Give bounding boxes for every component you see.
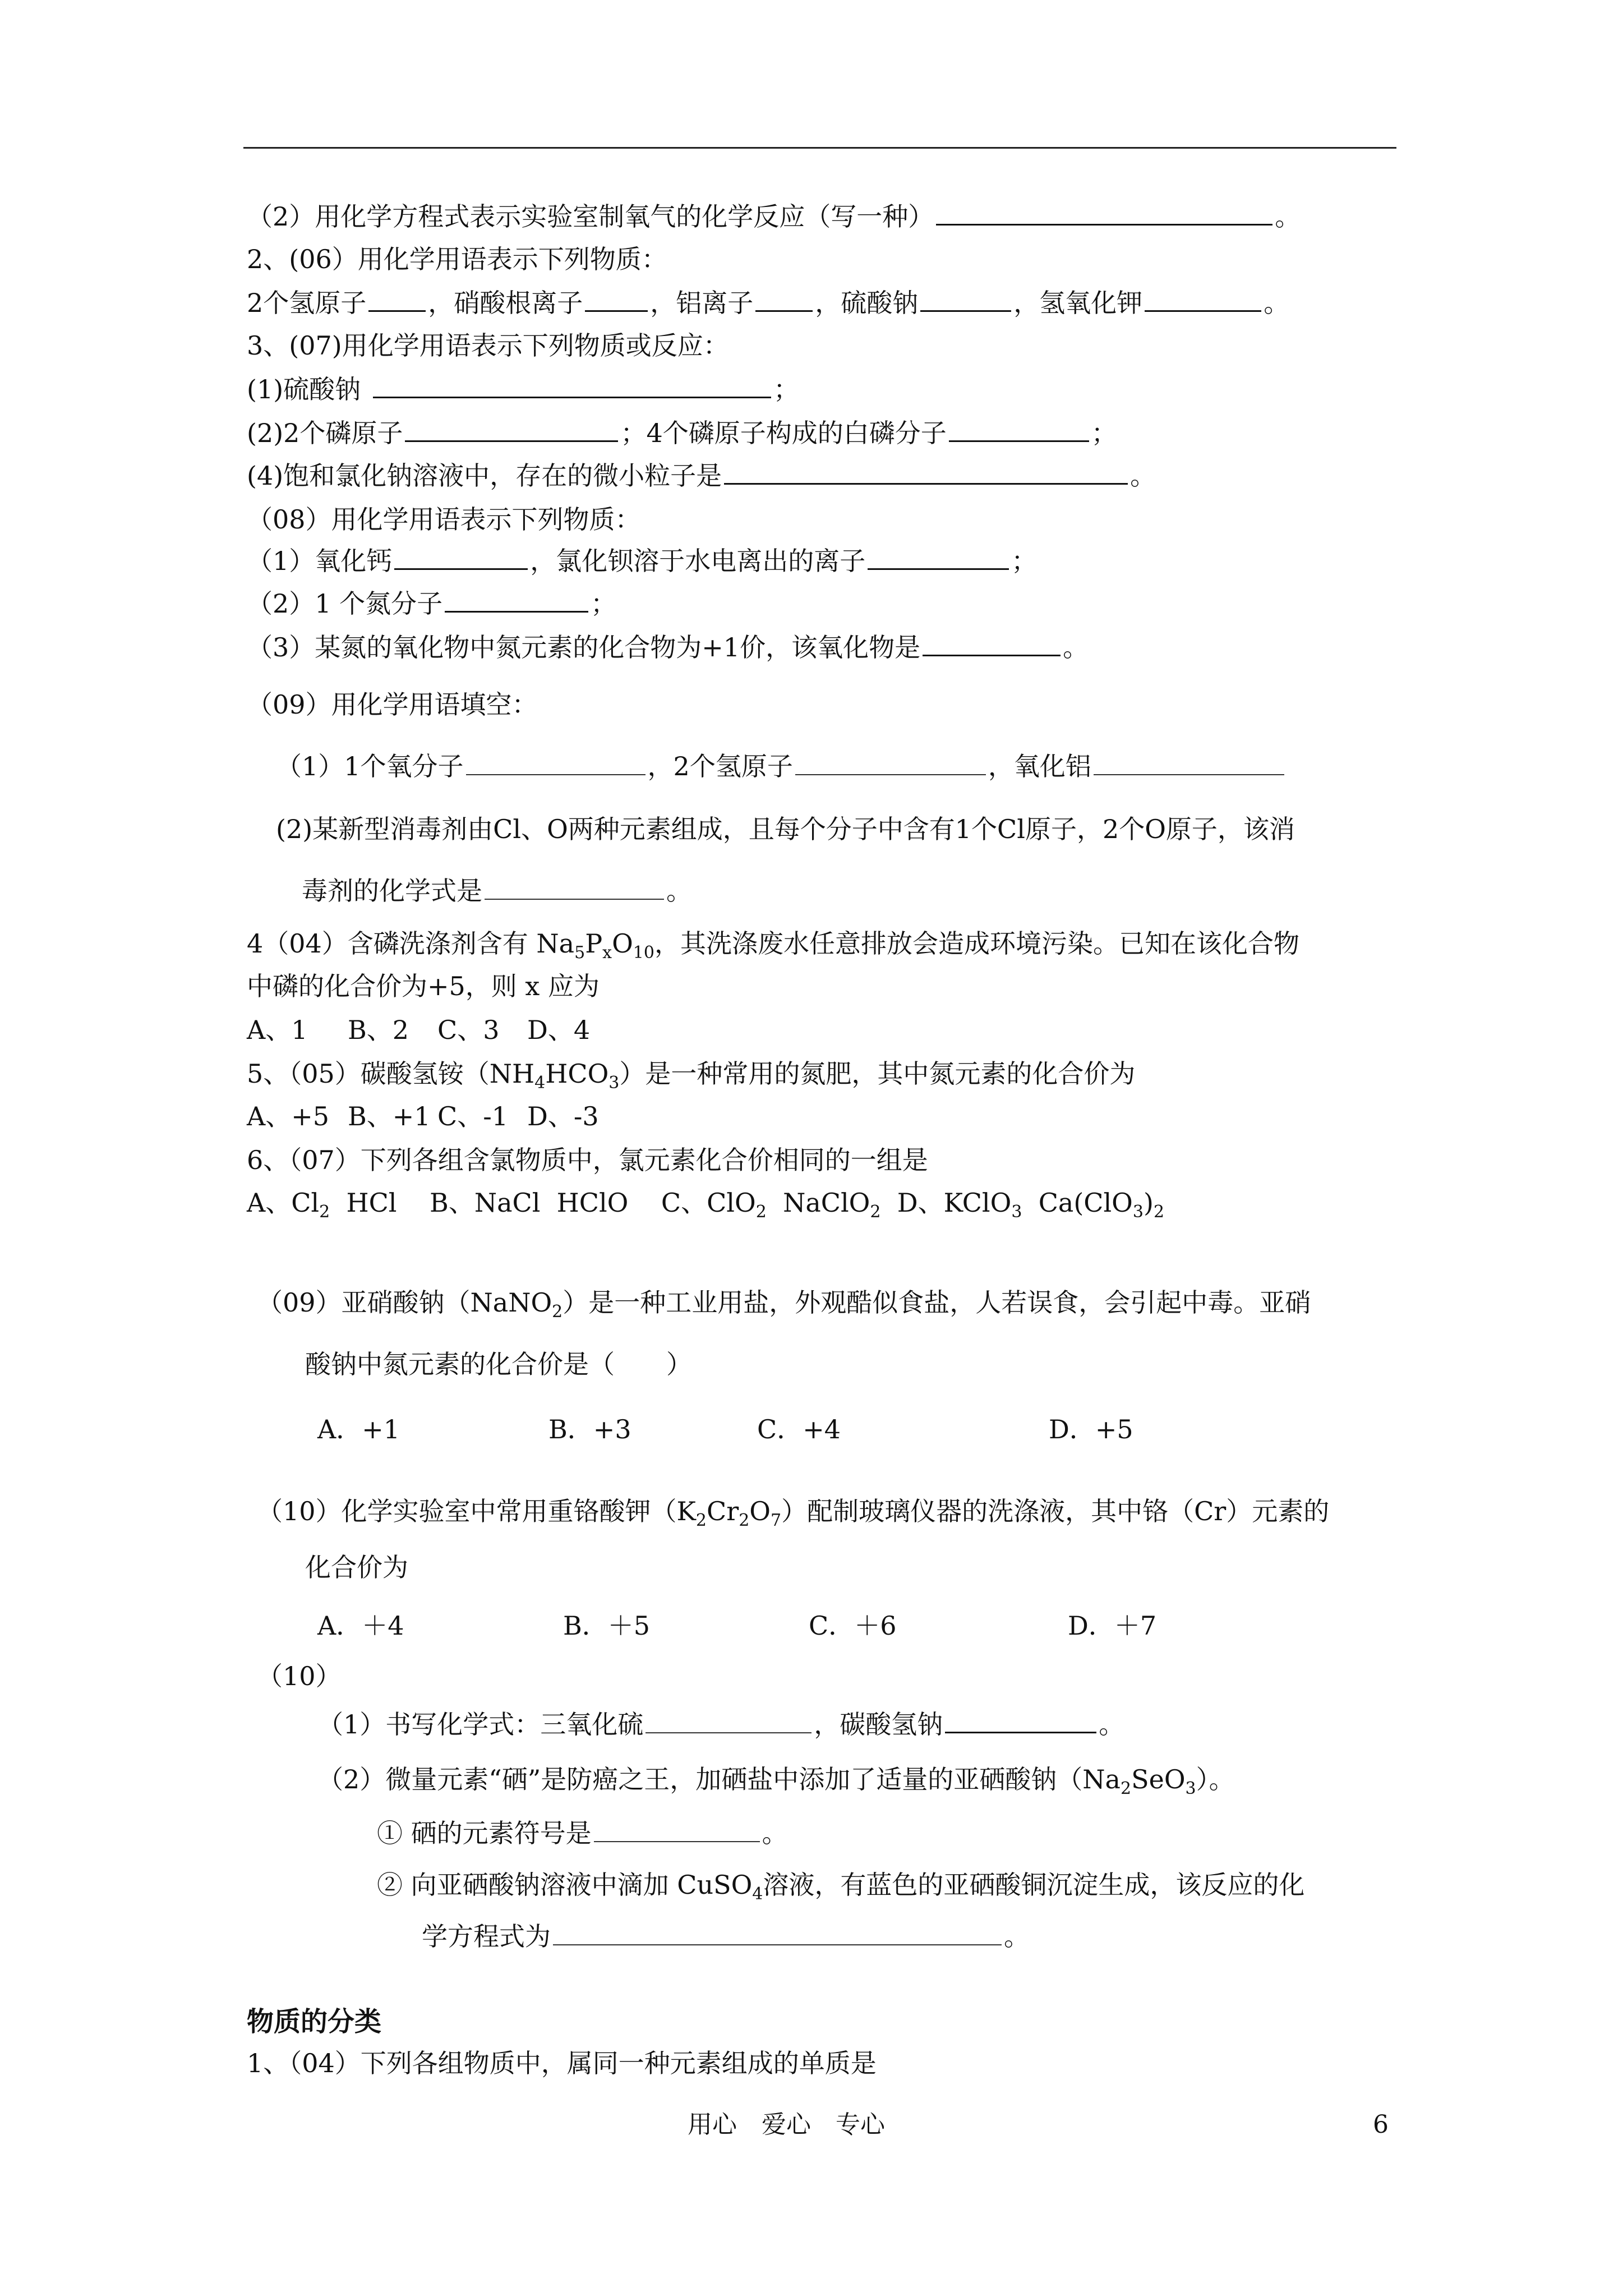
answer-blank[interactable]	[755, 307, 813, 312]
question-6-options	[247, 1186, 1164, 1229]
question-10-chromate: （10）化学实验室中常用重铬酸钾$(K_2Cr_2O_7)$配制玻璃仪器的洗涤液，其中铬（Cr）元素的	[257, 1496, 1330, 1531]
question-10-chromate-options	[317, 1609, 1156, 1642]
question-09-part2: (2)某新型消毒剂由Cl、O两种元素组成，且每个分子中含有1个Cl原子，2个O原子，该消	[276, 814, 1295, 844]
classification-question-1: 1、（04）下列各组物质中，属同一种元素组成的单质是	[247, 2048, 877, 2078]
section-heading: 物质的分类	[247, 2006, 382, 2037]
answer-blank[interactable]	[445, 608, 588, 613]
question-09-part2-cont: 毒剂的化学式是 。	[302, 876, 692, 906]
option-d[interactable]: D、KClO$_3$ $Ca(ClO_3)_2$	[897, 1188, 1165, 1222]
answer-blank[interactable]	[553, 1941, 1002, 1945]
option-a[interactable]: A．+1	[317, 1414, 400, 1444]
answer-blank[interactable]	[923, 651, 1061, 656]
answer-blank[interactable]	[1145, 307, 1261, 312]
question-09-nitrite-options	[317, 1412, 1133, 1446]
question-08-part1: （1）氧化钙 ，氯化钡溶于水电离出的离子 ；	[247, 546, 1038, 576]
answer-blank[interactable]	[949, 437, 1089, 442]
page-number: 6	[1373, 2110, 1389, 2139]
question-10-sub1: ① 硒的元素符号是 。	[377, 1818, 788, 1848]
answer-blank[interactable]	[394, 565, 528, 570]
option-c[interactable]: C、-1	[437, 1101, 509, 1131]
option-a[interactable]: A、+5	[247, 1101, 330, 1131]
answer-blank[interactable]	[585, 307, 648, 312]
option-c[interactable]: C．＋6	[809, 1611, 897, 1641]
option-d[interactable]: D、-3	[527, 1101, 599, 1131]
answer-blank[interactable]	[724, 480, 1128, 485]
question-3-part2: (2)2个磷原子 ；4个磷原子构成的白磷分子 ；	[247, 418, 1117, 448]
question-08-part3: （3）某氮的氧化物中氮元素的化合物为+1价，该氧化物是 。	[247, 632, 1089, 662]
question-10-part2: （2）微量元素“硒”是防癌之王，加硒盐中添加了适量的亚硒酸钠$(Na_2SeO_3)$。	[317, 1764, 1235, 1799]
option-c[interactable]: C．+4	[757, 1414, 841, 1444]
answer-blank[interactable]	[405, 437, 618, 442]
option-b[interactable]: B．+3	[548, 1414, 631, 1444]
option-d[interactable]: D、4	[527, 1015, 591, 1045]
answer-blank[interactable]	[920, 307, 1011, 312]
header-rule	[243, 147, 1396, 149]
option-a[interactable]: A、1	[247, 1015, 308, 1045]
option-c[interactable]: C、3	[437, 1015, 500, 1045]
question-09-nitrite: （09）亚硝酸钠（NaNO$_2$）是一种工业用盐，外观酷似食盐，人若误食，会引起中毒。亚硝	[257, 1287, 1311, 1322]
question-09-nitrite-cont: 酸钠中氮元素的化合价是（ ）	[305, 1349, 692, 1379]
question-08: （08）用化学用语表示下列物质：	[247, 504, 641, 535]
question-10-chromate-cont: 化合价为	[305, 1552, 408, 1582]
answer-blank[interactable]	[936, 220, 1272, 226]
question-2-blanks: 2个氢原子 ，硝酸根离子 ，铝离子 ，硫酸钠 ，氢氧化钾 。	[247, 288, 1290, 318]
answer-blank[interactable]	[373, 393, 771, 398]
question-3-part4: (4)饱和氯化钠溶液中，存在的微小粒子是 。	[247, 461, 1156, 491]
question-10: （10）	[257, 1661, 342, 1691]
question-10-sub2-cont: 学方程式为 。	[422, 1921, 1030, 1952]
answer-blank[interactable]	[1094, 771, 1284, 775]
question-5-options	[247, 1099, 599, 1133]
answer-blank[interactable]	[645, 1729, 811, 1733]
footer-motto: 用心 爱心 专心	[688, 2110, 885, 2139]
question-10-part1: （1）书写化学式：三氧化硫 ，碳酸氢钠 。	[317, 1709, 1125, 1740]
question-08-part2: （2）1 个氮分子 ；	[247, 588, 617, 619]
question-09-part1: （1）1个氧分子 ，2个氢原子 ，氧化铝	[276, 749, 1287, 783]
question-6: 6、（07）下列各组含氯物质中，氯元素化合价相同的一组是	[247, 1145, 928, 1175]
answer-blank[interactable]	[868, 565, 1009, 570]
question-2: 2、(06）用化学用语表示下列物质：	[247, 244, 667, 274]
question-4-cont: 中磷的化合价为+5，则 x 应为	[247, 971, 600, 1001]
question-3: 3、(07)用化学用语表示下列物质或反应：	[247, 330, 729, 361]
answer-blank[interactable]	[368, 307, 426, 312]
option-b[interactable]: B、+1	[348, 1101, 431, 1131]
question-5: 5、（05）碳酸氢铵$(NH_4HCO_3)$是一种常用的氮肥，其中氮元素的化合价为	[247, 1059, 1136, 1093]
question-10-sub2: ② 向亚硒酸钠溶液中滴加 CuSO$_4$溶液，有蓝色的亚硒酸铜沉淀生成，该反应的化	[377, 1870, 1305, 1904]
answer-blank[interactable]	[795, 771, 986, 775]
option-d[interactable]: D．＋7	[1068, 1611, 1157, 1641]
question-4-options	[247, 1013, 590, 1047]
option-b[interactable]: B、NaCl HClO	[430, 1188, 629, 1218]
option-a[interactable]: A、$Cl_2$ HCl	[247, 1188, 397, 1222]
line-lab-oxygen: （2）用化学方程式表示实验室制氧气的化学反应（写一种） 。	[247, 201, 1301, 232]
answer-blank[interactable]	[485, 895, 664, 900]
question-3-part1: (1)硫酸钠 ；	[247, 374, 800, 404]
option-b[interactable]: B、2	[348, 1015, 409, 1045]
question-4: 4（04）含磷洗涤剂含有 $Na_5P_xO_{10}$，其洗涤废水任意排放会造成环境污染。已知在该化合物	[247, 928, 1299, 963]
question-09: （09）用化学用语填空：	[247, 689, 538, 720]
option-b[interactable]: B．＋5	[563, 1611, 651, 1641]
answer-blank[interactable]	[945, 1728, 1096, 1733]
answer-blank[interactable]	[466, 771, 645, 775]
option-a[interactable]: A．＋4	[317, 1611, 404, 1641]
option-c[interactable]: C、ClO$_2$ NaClO$_2$	[661, 1188, 881, 1222]
answer-blank[interactable]	[594, 1838, 760, 1842]
option-d[interactable]: D．+5	[1049, 1414, 1133, 1444]
